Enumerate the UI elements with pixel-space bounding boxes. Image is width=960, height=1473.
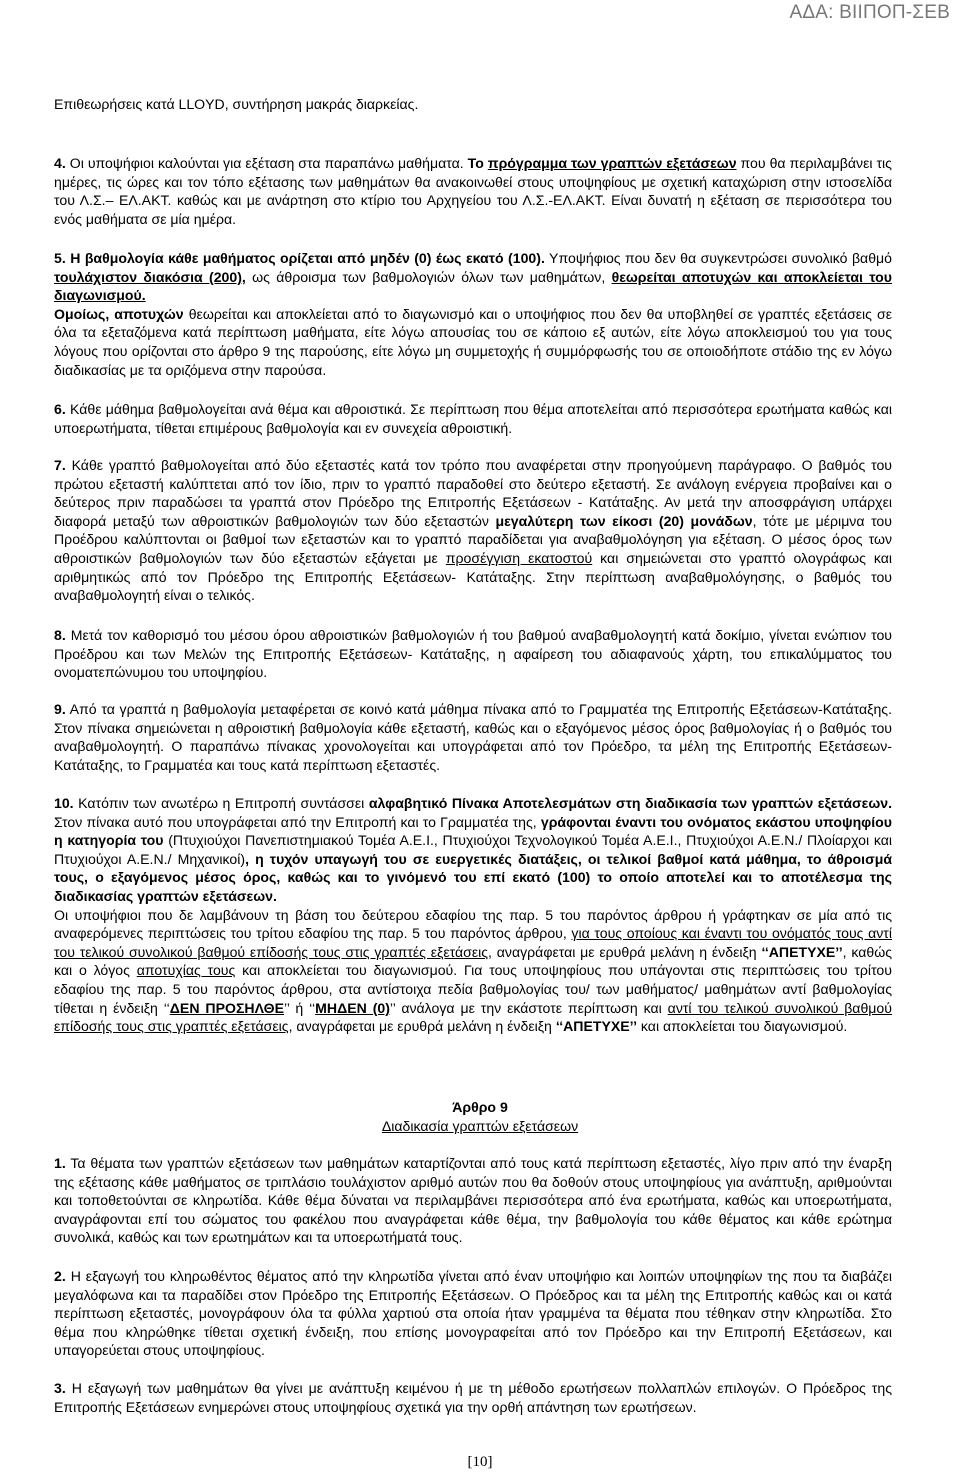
paragraph-4 — [54, 154, 892, 228]
text: Στον πίνακα αυτό που υπογράφεται από την Επιτροπή και το Γραμματέα της, — [54, 813, 541, 830]
article9-paragraph-3 — [54, 1379, 892, 1416]
text: Μετά τον καθορισμό του μέσου όρου αθροιστικών βαθμολογιών ή του βαθμού αναβαθμολογητή κατά δοκίμιο, γίνεται ενώπιον του Προέδρου και των Μελών της Επιτροπής Εξετάσεων- Κατάταξης, η αφαίρεση του αδιαφανούς χάρτη, του επικαλύμματος του ονοματεπώνυμου του υποψηφίου. — [54, 627, 892, 681]
bold-text: ‘‘ΑΠΕΤΥΧΕ’’ — [555, 1018, 637, 1035]
item-number: 2. — [54, 1268, 66, 1284]
text: ’’ ανάλογα με την εκάστοτε περίπτωση και — [389, 999, 668, 1016]
text: Τα θέματα των γραπτών εξετάσεων των μαθημάτων καταρτίζονται από τους κατά περίπτωση εξεταστές, λίγο πριν από την έναρξη της εξέτασης κάθε μαθήματος σε τριπλάσιο τουλάχιστον αριθμό αυτών που θα δοθούν στους υποψηφίους για ανάπτυξη, αριθμούνται και τοποθετούνται σε κληρωτίδα. Κάθε θέμα δύναται να περιλαμβάνει περισσότερα από ένα ερωτήματα, καθώς και υποερωτήματα, αναγράφονται επί του σώματος του φακέλου που αναγράφεται κάθε θέμα, την βαθμολογία του κάθε θέματος και κάθε ερώτημα συνολικά, καθώς και των ερωτημάτων και τα υποερωτήματά τους. — [54, 1155, 892, 1246]
bold-underlined-text: θεωρείται αποτυχών και αποκλείεται του διαγωνισμού. — [54, 268, 892, 304]
text: Κατόπιν των ανωτέρω η Επιτροπή συντάσσει — [73, 795, 369, 811]
underlined-text: προσέγγιση εκατοστού — [445, 549, 593, 566]
underlined-text: αποτυχίας τους — [136, 962, 236, 979]
underlined-text: για τους οποίους και έναντι του ονόματός τους αντί του τελικού συνολικού βαθμού επίδοσής τους στις γραπτές εξετάσεις — [54, 925, 892, 960]
item-number: 10. — [54, 795, 74, 811]
bold-text: γράφονται έναντι του ονόματος εκάστου υποψηφίου η κατηγορία του — [54, 813, 892, 849]
text: (Πτυχιούχοι Πανεπιστημιακού Τομέα Α.Ε.Ι., Πτυχιούχοι Τεχνολογικού Τομέα Α.Ε.Ι., Πτυχιούχοι Α.Ε.Ν./ Πλοίαρχοι και Πτυχιούχοι Α.Ε.Ν./ Μηχανικοί) — [54, 832, 892, 867]
bold-text: Ομοίως, αποτυχών — [54, 305, 184, 322]
article-title: Άρθρο 9 — [452, 1099, 508, 1115]
bold-underlined-text: ΜΗΔΕΝ (0) — [315, 999, 390, 1016]
paragraph-8 — [54, 626, 892, 682]
item-number: 1. — [54, 1155, 66, 1171]
item-number: 3. — [54, 1380, 66, 1396]
bold-text: μεγαλύτερη των είκοσι (20) μονάδων — [495, 512, 753, 529]
bold-text: 5. Η βαθμολογία κάθε μαθήματος ορίζεται από μηδέν (0) έως εκατό (100). — [54, 250, 545, 266]
paragraph-6 — [54, 400, 892, 437]
item-number: 6. — [54, 401, 66, 417]
article9-paragraph-2 — [54, 1267, 892, 1360]
text: και αποκλείεται του διαγωνισμού. Για τους υποψηφίους που υπάγονται στις περιπτώσεις του τρίτου εδαφίου της παρ. 5 του παρόντος άρθρου, στα αντίστοιχα πεδία βαθμολογίας του/ των μαθήματος/ μαθημάτων αντί βαθμολογίας τίθεται η ένδειξη ‘‘ — [54, 962, 892, 1016]
bold-text: , η τυχόν υπαγωγή του σε ευεργετικές διατάξεις, οι τελικοί βαθμοί κατά μάθημα, το άθροισμά τους, ο εξαγόμενος μέσος όρος, καθώς και το γινόμενό του επί εκατό (100) το οποίο αποτελεί και το αποτέλεσμα της διαδικασίας γραπτών εξετάσεων. — [54, 850, 892, 904]
item-number: 9. — [54, 701, 66, 717]
item-number: 7. — [54, 457, 66, 473]
text: ως άθροισμα των βαθμολογιών όλων των μαθημάτων, — [245, 268, 612, 285]
text: Κάθε μάθημα βαθμολογείται ανά θέμα και αθροιστικά. Σε περίπτωση που θέμα αποτελείται από περισσότερα ερωτήματα καθώς και υποερωτήματα, τίθεται επιμέρους βαθμολογία και εν συνεχεία αθροιστική. — [54, 401, 892, 436]
bold-text: Το — [467, 155, 488, 171]
article-subtitle-text: Διαδικασία γραπτών εξετάσεων — [381, 1118, 579, 1134]
underlined-text: αντί του τελικού συνολικού βαθμού επίδοσής τους στις γραπτές εξετάσεις — [54, 999, 892, 1035]
text: Από τα γραπτά η βαθμολογία μεταφέρεται σε κοινό κατά μάθημα πίνακα από το Γραμματέα της Επιτροπής Εξετάσεων-Κατάταξης. Στον πίνακα σημειώνεται η αθροιστική βαθμολογία κάθε εξεταστή, καθώς και ο εξαγόμενος μέσος όρος βαθμολογίας ή ο βαθμός του αναβαθμολογητή. Ο παραπάνω πίνακας χρονολογείται και υπογράφεται από τον Πρόεδρο, τα μέλη της Επιτροπής Εξετάσεων- Κατάταξης, το Γραμματέα και τους κατά περίπτωση εξεταστές. — [54, 701, 892, 773]
text: , αναγράφεται με ερυθρά μελάνη η ένδειξη — [288, 1018, 556, 1035]
item-number: 4. — [54, 155, 66, 171]
text: , καθώς και ο λόγος — [54, 943, 892, 979]
paragraph-10 — [54, 794, 892, 1036]
text: Οι υποψήφιοι που δε λαμβάνουν τη βάση του δεύτερου εδαφίου της παρ. 5 του παρόντος άρθρου ή γράφτηκαν σε μία από τις αναφερόμενες περιπτώσεις του τρίτου εδαφίου της παρ. 5 του παρόντος άρθρου, — [54, 906, 892, 942]
lloyd-paragraph: Επιθεωρήσεις κατά LLOYD, συντήρηση μακράς διαρκείας. — [54, 96, 419, 112]
text: θεωρείται και αποκλείεται από το διαγωνισμό και ο υποψήφιος που δεν θα υποβληθεί σε γραπτές εξετάσεις σε όλα τα εξεταζόμενα κατά περίπτωση μαθήματα, είτε λόγω απουσίας του σε κάποιο εξ αυτών, είτε λόγω αποκλεισμού του για τους λόγους που ορίζονται στο άρθρο 9 της παρούσης, είτε λόγω μη συμμετοχής ή συμμόρφωσής του σε οποιοδήποτε στάδιο της εν λόγω διαδικασίας με τα οριζόμενα στην παρούσα. — [54, 305, 893, 378]
text: ’’ ή ‘‘ — [283, 999, 316, 1016]
text: και σημειώνεται στο γραπτό ολογράφως και αριθμητικώς από τον Πρόεδρο της Επιτροπής Εξετάσεων- Κατάταξης. Στην περίπτωση αναβαθμολόγησης, ο βαθμός του αναβαθμολογητή είναι ο τελικός. — [54, 549, 892, 604]
text: Υποψήφιος που δεν θα συγκεντρώσει συνολικό βαθμό — [544, 250, 892, 266]
text: Κάθε γραπτό βαθμολογείται από δύο εξεταστές κατά τον τρόπο που αναφέρεται στην προηγούμενη παράγραφο. Ο βαθμός του πρώτου εξεταστή καλύπτεται από τον ίδιο, πριν το γραπτό παραδοθεί στο δεύτερο εξεταστή. Σε ανάλογη ενέργεια προβαίνει και ο δεύτερος πριν παραδώσει τα γραπτά στον Πρόεδρο της Επιτροπής Εξετάσεων - Κατάταξης. Αν μετά την αποσφράγιση υπάρχει διαφορά μεταξύ των αθροιστικών βαθμολογιών των δύο εξεταστών — [54, 457, 892, 529]
bold-underlined-text: πρόγραμμα των γραπτών εξετάσεων — [487, 155, 737, 171]
bold-text: ‘‘ΑΠΕΤΥΧΕ’’ — [761, 943, 843, 960]
paragraph-9 — [54, 700, 892, 774]
text: Η εξαγωγή του κληρωθέντος θέματος από την κληρωτίδα γίνεται από έναν υποψήφιο και λοιπών υποψηφίων της που τα διαβάζει μεγαλόφωνα και τα παραδίδει στον Πρόεδρο της Επιτροπής Εξετάσεων. Ο Πρόεδρος και τα μέλη της Επιτροπής καθώς και οι κατά περίπτωση εξεταστές, μονογράφουν όλα τα φύλλα χαρτιού στα οποία ήταν γραμμένα τα θέματα που τέθηκαν στην κληρωτίδα. Στο θέμα που κληρώθηκε τίθεται σχετική ένδειξη, που επίσης μονογραφείται από τον Πρόεδρο και την Επιτροπή Εξετάσεων, και υπαγορεύεται στους υποψηφίους. — [54, 1268, 892, 1359]
text: Οι υποψήφιοι καλούνται για εξέταση στα παραπάνω μαθήματα. — [65, 155, 468, 171]
text: που θα περιλαμβάνει τις ημέρες, τις ώρες και τον τόπο εξέτασης των μαθημάτων θα ανακοινωθεί στους υποψηφίους με σχετική καταχώριση στην ιστοσελίδα του Λ.Σ.– ΕΛ.ΑΚΤ. καθώς και με ανάρτηση στο κτίριο του Αρχηγείου του Λ.Σ.-ΕΛ.ΑΚΤ. Είναι δυνατή η εξέταση σε περισσότερα του ενός μαθήματα σε μία ημέρα. — [54, 155, 892, 227]
paragraph-5 — [54, 249, 892, 379]
article9-paragraph-1 — [54, 1154, 892, 1247]
text: Η εξαγωγή των μαθημάτων θα γίνει με ανάπτυξη κειμένου ή με τη μέθοδο ερωτήσεων πολλαπλών επιλογών. Ο Πρόεδρος της Επιτροπής Εξετάσεων ενημερώνει στους υποψηφίους σχετικά για την ορθή απάντηση των ερωτήσεων. — [54, 1380, 892, 1415]
bold-underlined-text: ΔΕΝ ΠΡΟΣΗΛΘΕ — [169, 999, 284, 1016]
article-subtitle — [0, 1117, 960, 1136]
page-number: [10] — [467, 1454, 493, 1470]
text: , αναγράφεται με ερυθρά μελάνη η ένδειξη — [488, 943, 762, 960]
ada-header: ΑΔΑ: ΒΙΙΠΟΠ-ΣΕΒ — [789, 2, 950, 23]
text: , τότε με μέριμνα του Προέδρου καλύπτονται οι βαθμοί των εξεταστών και το γραπτό παραδίδεται για αναβαθμολόγηση για εξέταση. Ο μέσος όρος των αθροιστικών βαθμολογιών των δύο εξεταστών εξάγεται με — [54, 512, 892, 566]
bold-underlined-text: τουλάχιστον διακόσια (200), — [54, 268, 246, 285]
bold-text: αλφαβητικό Πίνακα Αποτελεσμάτων στη διαδικασία των γραπτών εξετάσεων. — [368, 795, 892, 811]
paragraph-7 — [54, 456, 892, 605]
text: και αποκλείεται του διαγωνισμού. — [637, 1018, 848, 1035]
item-number: 8. — [54, 627, 66, 643]
